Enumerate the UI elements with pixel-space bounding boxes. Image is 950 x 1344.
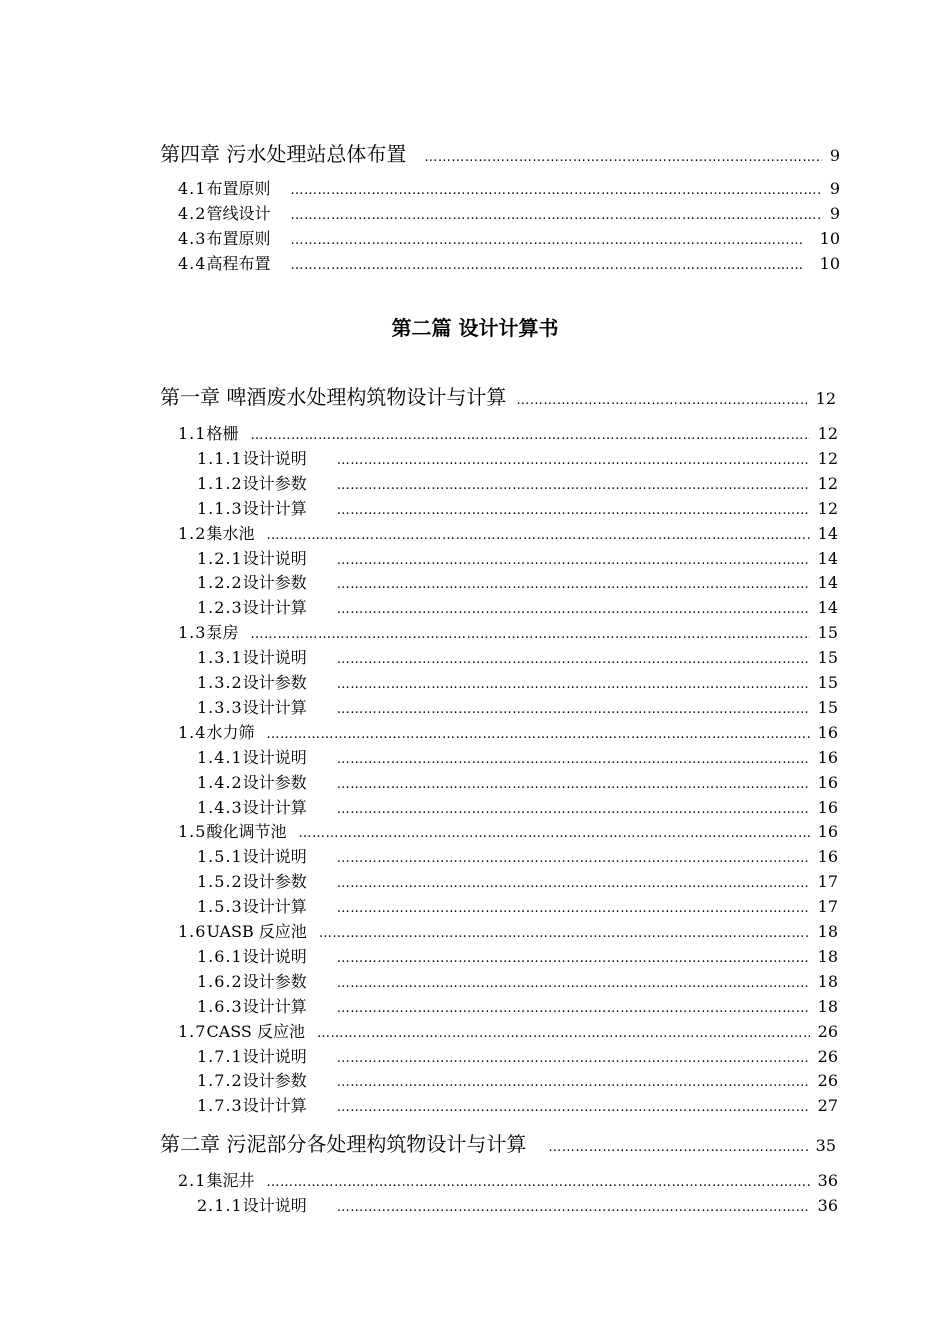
section-number: 1.3.3: [197, 697, 243, 717]
section-number: 1.3: [178, 623, 207, 643]
section-title: 设计说明: [242, 1046, 307, 1066]
section-title: 酸化调节池: [206, 822, 287, 842]
leader-dots: [548, 1140, 807, 1155]
page-number: 16: [817, 847, 838, 867]
toc-subentry[interactable]: [197, 446, 838, 469]
leader-dots: [337, 901, 810, 916]
section-number: 1.7.2: [197, 1071, 243, 1091]
section-number: 1.4.3: [197, 797, 243, 817]
page-number: 15: [817, 673, 838, 692]
section-number: 4.4: [178, 254, 207, 273]
page-number: 17: [817, 872, 838, 892]
section-number: 1.2.1: [197, 548, 243, 568]
section-number: 1.7.1: [197, 1046, 243, 1066]
toc-chapter-4[interactable]: [160, 138, 840, 167]
page-number: 36: [817, 1171, 838, 1190]
toc-entry[interactable]: [178, 819, 838, 842]
page-number: 16: [817, 772, 838, 792]
section-title: 布置原则: [206, 229, 271, 248]
toc-entry[interactable]: [178, 226, 840, 249]
toc-subentry[interactable]: [197, 670, 838, 693]
toc-subentry[interactable]: [197, 496, 838, 519]
leader-dots: [319, 926, 810, 941]
chapter-title: 第二章 污泥部分各处理构筑物设计与计算: [160, 1132, 527, 1156]
section-number: 1.2: [178, 523, 207, 543]
toc-entry[interactable]: [178, 720, 838, 743]
leader-dots: [337, 851, 810, 866]
section-title: UASB 反应池: [206, 922, 307, 941]
page-number: 9: [829, 146, 840, 165]
section-number: 1.7: [178, 1021, 207, 1041]
section-number: 1.5.1: [197, 847, 243, 867]
page-number: 10: [819, 229, 840, 248]
leader-dots: [337, 503, 810, 518]
page-number: 12: [815, 389, 836, 408]
toc-entry[interactable]: [178, 1019, 838, 1042]
section-number: 2.1: [178, 1171, 207, 1190]
leader-dots: [337, 976, 810, 991]
page-number: 18: [817, 946, 838, 966]
leader-dots: [337, 453, 810, 468]
section-number: 1.1.1: [197, 448, 243, 468]
toc-subentry[interactable]: [197, 869, 838, 892]
leader-dots: [337, 802, 810, 817]
page-number: 14: [817, 548, 838, 568]
page-number: 26: [817, 1071, 838, 1091]
section-number: 1.5: [178, 822, 207, 842]
toc-entry[interactable]: [178, 919, 838, 942]
toc-subentry[interactable]: [197, 969, 838, 992]
page-number: 12: [817, 473, 838, 493]
page-number: 14: [817, 598, 838, 618]
leader-dots: [424, 150, 821, 165]
leader-dots: [337, 777, 810, 792]
page-number: 16: [817, 797, 838, 817]
section-title: 设计参数: [242, 673, 307, 692]
leader-dots: [266, 727, 809, 742]
section-title: 泵房: [206, 623, 239, 643]
section-title: 设计计算: [242, 498, 307, 518]
page-number: 27: [817, 1096, 838, 1116]
toc-chapter-1[interactable]: [160, 381, 836, 410]
section-title: 设计参数: [242, 772, 307, 792]
toc-subentry[interactable]: [197, 546, 838, 569]
leader-dots: [337, 951, 810, 966]
section-title: 设计参数: [242, 971, 307, 991]
section-title: 高程布置: [206, 254, 271, 273]
toc-entry[interactable]: [178, 251, 840, 274]
toc-entry[interactable]: [178, 201, 840, 224]
leader-dots: [337, 1200, 810, 1215]
toc-entry[interactable]: [178, 521, 838, 544]
section-title: 设计参数: [242, 573, 307, 593]
leader-dots: [290, 258, 801, 273]
section-number: 4.1: [178, 179, 207, 198]
page-number: 15: [817, 697, 838, 717]
page-number: 15: [817, 623, 838, 643]
section-title: 集泥井: [206, 1171, 255, 1190]
watermark: [392, 1032, 407, 1072]
page-number: 18: [817, 971, 838, 991]
page-number: 17: [817, 897, 838, 917]
toc-subentry[interactable]: [197, 1068, 838, 1091]
page-number: 9: [829, 204, 840, 223]
section-number: 4.2: [178, 204, 207, 223]
leader-dots: [337, 553, 810, 568]
toc-subentry[interactable]: [197, 570, 838, 593]
section-title: 设计计算: [242, 797, 307, 817]
page-number: 18: [817, 996, 838, 1016]
toc-subentry[interactable]: [197, 745, 838, 768]
toc-entry[interactable]: [178, 421, 838, 444]
section-title: 设计说明: [242, 448, 307, 468]
toc-subentry[interactable]: [197, 770, 838, 793]
section-number: 1.3.1: [197, 648, 243, 668]
page-number: 26: [817, 1046, 838, 1066]
leader-dots: [266, 1175, 809, 1190]
section-number: 1.1.3: [197, 498, 243, 518]
part-title: 第二篇 设计计算书: [391, 316, 559, 340]
section-number: 1.2.3: [197, 598, 243, 618]
section-title: 设计参数: [242, 473, 307, 493]
page-number: 16: [817, 747, 838, 767]
section-title: 设计计算: [242, 897, 307, 917]
section-number: 1.6: [178, 922, 207, 941]
leader-dots: [250, 627, 809, 642]
section-number: 1.5.3: [197, 897, 243, 917]
page-number: 18: [817, 922, 838, 941]
toc-subentry[interactable]: [197, 595, 838, 618]
section-title: CASS 反应池: [206, 1021, 305, 1041]
page-number: 10: [819, 254, 840, 273]
leader-dots: [250, 428, 809, 443]
page-number: 12: [817, 498, 838, 518]
leader-dots: [317, 1026, 810, 1041]
page-number: 12: [817, 448, 838, 468]
leader-dots: [290, 233, 801, 248]
toc-subentry[interactable]: [197, 795, 838, 818]
section-title: 设计说明: [242, 648, 307, 668]
leader-dots: [266, 528, 809, 543]
leader-dots: [337, 602, 810, 617]
section-number: 1.2.2: [197, 573, 243, 593]
leader-dots: [290, 183, 821, 198]
leader-dots: [337, 876, 810, 891]
toc-subentry[interactable]: [197, 471, 838, 494]
leader-dots: [337, 752, 810, 767]
section-title: 集水池: [206, 523, 255, 543]
page-number: 36: [817, 1196, 838, 1215]
page-number: 14: [817, 573, 838, 593]
section-title: 设计计算: [242, 697, 307, 717]
page-number: 35: [815, 1136, 836, 1155]
page-number: 9: [829, 179, 840, 198]
leader-dots: [337, 1075, 810, 1090]
toc-chapter-2[interactable]: [160, 1128, 836, 1157]
section-number: 1.4.2: [197, 772, 243, 792]
section-number: 1.1: [178, 424, 207, 443]
section-number: 1.1.2: [197, 473, 243, 493]
section-number: 1.3.2: [197, 673, 243, 692]
section-number: 4.3: [178, 229, 207, 248]
section-number: 2.1.1: [197, 1196, 243, 1215]
leader-dots: [337, 577, 810, 592]
toc-subentry[interactable]: [197, 894, 838, 917]
leader-dots: [337, 652, 810, 667]
page-number: 14: [817, 523, 838, 543]
toc-entry[interactable]: [178, 620, 838, 643]
leader-dots: [298, 826, 809, 841]
section-title: 设计说明: [242, 847, 307, 867]
leader-dots: [290, 208, 821, 223]
leader-dots: [337, 1051, 810, 1066]
toc-entry[interactable]: [178, 176, 840, 199]
section-title: 设计说明: [242, 946, 307, 966]
section-number: 1.7.3: [197, 1096, 243, 1116]
page-number: 12: [817, 424, 838, 443]
toc-subentry[interactable]: [197, 844, 838, 867]
chapter-title: 第四章 污水处理站总体布置: [160, 142, 407, 166]
chapter-title: 第一章 啤酒废水处理构筑物设计与计算: [160, 385, 507, 409]
section-number: 1.5.2: [197, 872, 243, 892]
leader-dots: [337, 1001, 810, 1016]
leader-dots: [337, 702, 810, 717]
toc-subentry[interactable]: [197, 1193, 838, 1216]
toc-subentry[interactable]: [197, 695, 838, 718]
section-number: 1.6.3: [197, 996, 243, 1016]
leader-dots: [337, 677, 810, 692]
section-title: 管线设计: [206, 204, 271, 223]
leader-dots: [337, 478, 810, 493]
section-title: 格栅: [206, 424, 239, 443]
section-title: 布置原则: [206, 179, 271, 198]
section-title: 设计参数: [242, 1071, 307, 1091]
section-title: 设计计算: [242, 1096, 307, 1116]
toc-subentry[interactable]: [197, 645, 838, 668]
section-number: 1.4.1: [197, 747, 243, 767]
section-number: 1.6.1: [197, 946, 243, 966]
toc-entry[interactable]: [178, 1168, 838, 1191]
section-title: 设计参数: [242, 872, 307, 892]
section-number: 1.4: [178, 722, 207, 742]
toc-subentry[interactable]: [197, 1044, 838, 1067]
page-number: 26: [817, 1021, 838, 1041]
page-number: 15: [817, 648, 838, 668]
toc-subentry[interactable]: [197, 994, 838, 1017]
section-title: 设计说明: [242, 548, 307, 568]
page-number: 16: [817, 822, 838, 842]
section-title: 水力筛: [206, 722, 255, 742]
section-title: 设计说明: [242, 1196, 307, 1215]
toc-subentry[interactable]: [197, 944, 838, 967]
section-title: 设计计算: [242, 598, 307, 618]
page-number: 16: [817, 722, 838, 742]
section-title: 设计计算: [242, 996, 307, 1016]
section-number: 1.6.2: [197, 971, 243, 991]
section-title: 设计说明: [242, 747, 307, 767]
leader-dots: [516, 393, 807, 408]
leader-dots: [337, 1100, 810, 1115]
toc-subentry[interactable]: [197, 1093, 838, 1116]
